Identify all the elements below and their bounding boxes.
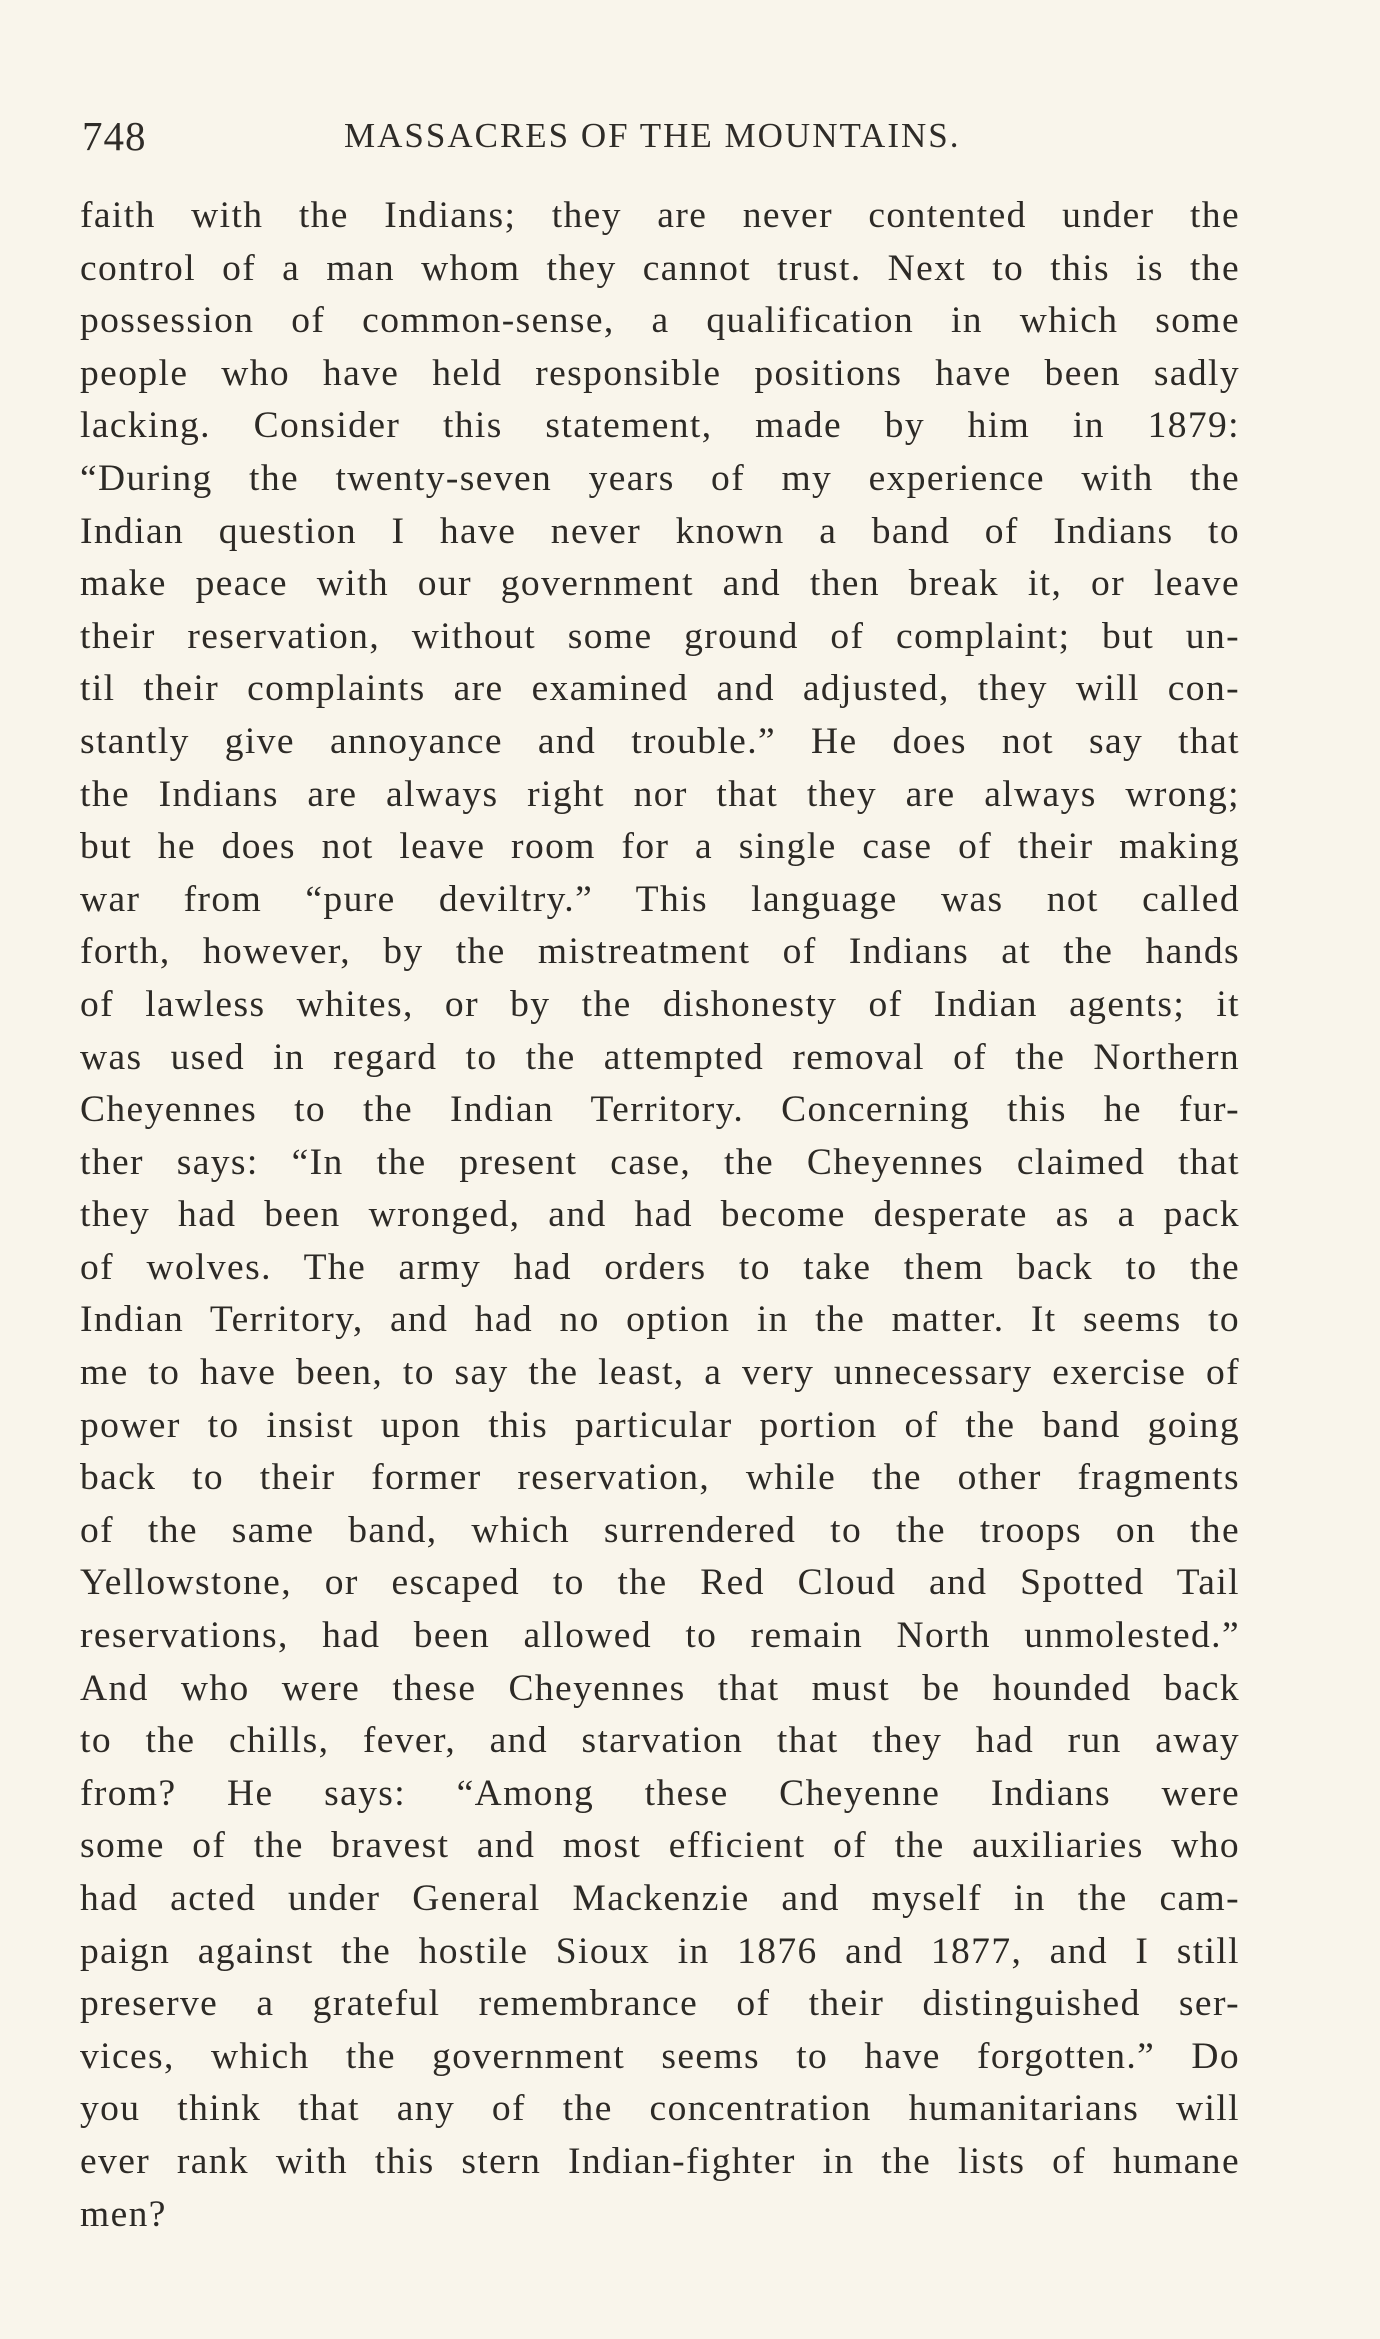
text-line: control of a man whom they cannot trust. Next to this is the bbox=[80, 247, 1240, 289]
text-line: faith with the Indians; they are never contented under the bbox=[80, 195, 1240, 236]
text-line: And who were these Cheyennes that must be hounded back bbox=[80, 1667, 1240, 1709]
text-line: lacking. Consider this statement, made by him in 1879: bbox=[80, 405, 1240, 447]
text-line: but he does not leave room for a single case of their making bbox=[80, 826, 1240, 868]
page-number: 748 bbox=[82, 113, 147, 159]
text-line: me to have been, to say the least, a very unnecessary exercise of bbox=[80, 1352, 1240, 1394]
text-line: had acted under General Mackenzie and myself in the cam- bbox=[80, 1878, 1240, 1919]
text-line: Cheyennes to the Indian Territory. Concerning this he fur- bbox=[80, 1089, 1240, 1131]
text-line: of lawless whites, or by the dishonesty of Indian agents; it bbox=[80, 983, 1240, 1025]
text-line: Indian question I have never known a band of Indians to bbox=[80, 510, 1240, 552]
text-line: possession of common-sense, a qualification in which some bbox=[80, 300, 1240, 342]
text-line: to the chills, fever, and starvation that they had run away bbox=[80, 1720, 1240, 1762]
running-head: MASSACRES OF THE MOUNTAINS. bbox=[344, 116, 961, 155]
text-line: preserve a grateful remembrance of their distinguished ser- bbox=[80, 1983, 1240, 2025]
text-line: til their complaints are examined and adjusted, they will con- bbox=[80, 668, 1240, 710]
body-text bbox=[80, 190, 1240, 2241]
text-line: power to insist upon this particular portion of the band going bbox=[80, 1404, 1240, 1446]
text-line: of the same band, which surrendered to the troops on the bbox=[80, 1509, 1240, 1551]
page-header bbox=[82, 112, 1232, 172]
text-line: people who have held responsible positions have been sadly bbox=[80, 352, 1240, 394]
text-line: reservations, had been allowed to remain North unmolested.” bbox=[80, 1615, 1240, 1657]
text-line: make peace with our government and then break it, or leave bbox=[80, 563, 1240, 605]
text-line: ever rank with this stern Indian-fighter in the lists of humane bbox=[80, 2140, 1240, 2182]
text-line: men? bbox=[80, 2193, 167, 2235]
text-line: Indian Territory, and had no option in the matter. It seems to bbox=[80, 1299, 1240, 1341]
text-line: from? He says: “Among these Cheyenne Indians were bbox=[80, 1772, 1240, 1814]
text-line: forth, however, by the mistreatment of Indians at the hands bbox=[80, 931, 1240, 973]
text-line: ther says: “In the present case, the Cheyennes claimed that bbox=[80, 1141, 1240, 1183]
text-line: stantly give annoyance and trouble.” He does not say that bbox=[80, 720, 1240, 762]
text-line: “During the twenty-seven years of my experience with the bbox=[80, 457, 1240, 499]
text-line: vices, which the government seems to have forgotten.” Do bbox=[80, 2035, 1240, 2077]
text-line: war from “pure deviltry.” This language was not called bbox=[80, 878, 1240, 920]
text-line: was used in regard to the attempted removal of the Northern bbox=[80, 1036, 1240, 1078]
text-line: of wolves. The army had orders to take them back to the bbox=[80, 1246, 1240, 1288]
text-line: they had been wronged, and had become desperate as a pack bbox=[80, 1194, 1240, 1236]
text-line: some of the bravest and most efficient of the auxiliaries who bbox=[80, 1825, 1240, 1867]
text-line: their reservation, without some ground of complaint; but un- bbox=[80, 615, 1240, 657]
text-line: the Indians are always right nor that they are always wrong; bbox=[80, 773, 1240, 815]
text-line: Yellowstone, or escaped to the Red Cloud and Spotted Tail bbox=[80, 1562, 1240, 1604]
text-line: paign against the hostile Sioux in 1876 and 1877, and I still bbox=[80, 1930, 1240, 1972]
text-line: you think that any of the concentration humanitarians will bbox=[80, 2088, 1240, 2130]
text-line: back to their former reservation, while the other fragments bbox=[80, 1457, 1240, 1499]
